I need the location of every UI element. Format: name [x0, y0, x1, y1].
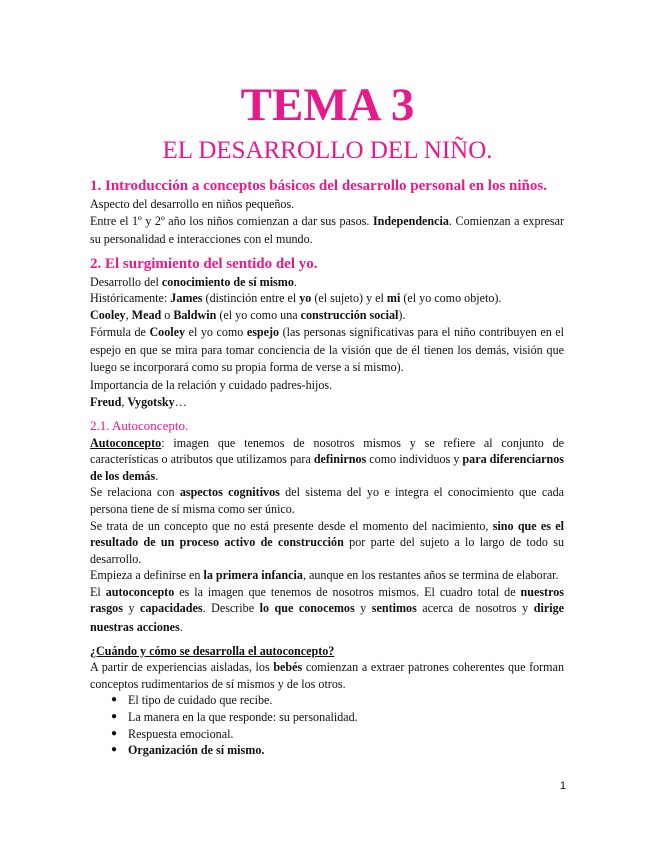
section-1-line-1: Aspecto del desarrollo en niños pequeños. [90, 197, 295, 211]
bullet-icon: ● [111, 711, 118, 723]
section-2-line-5: Importancia de la relación y cuidado padres-hijos. [90, 378, 333, 393]
list-item: ● Respuesta emocional. [111, 726, 234, 741]
section-2-line-1: Desarrollo del conocimiento de sí mismo. [90, 274, 297, 289]
list-item: ● El tipo de cuidado que recibe. [111, 693, 273, 708]
question-heading: ¿Cuándo y cómo se desarrolla el autoconcepto? [90, 643, 335, 658]
question-paragraph: A partir de experiencias aisladas, los bebés comienzan a extraer patrones coherentes que forman conceptos rudimentarios de sí mismos y de los otros. [90, 660, 564, 691]
bullet-icon: ● [111, 744, 118, 756]
document-title: TEMA 3 [240, 79, 415, 131]
autoconcepto-paragraph-5: El autoconcepto es la imagen que tenemos de nosotros mismos. El cuadro total de nuestros rasgos y capacidades. Describe lo que conocemos y sentimos acerca de nosotros y dirige nuestras acciones. [90, 584, 564, 635]
factors-list [90, 692, 564, 758]
section-2-heading: 2. El surgimiento del sentido del yo. [90, 255, 318, 272]
bullet-icon: ● [111, 694, 118, 706]
section-2-line-4: Fórmula de Cooley el yo como espejo (las personas significativas para el niño contribuyen en el espejo en que se mira para tomar conciencia de la visión que de él tienen los demás, visión que luego se incorporará como su propia forma de verse a sí mismo). [90, 324, 565, 374]
autoconcepto-paragraph-2: Se relaciona con aspectos cognitivos del sistema del yo e integra el conocimiento que cada persona tiene de sí misma como ser único. [90, 485, 564, 516]
document-subtitle: EL DESARROLLO DEL NIÑO. [162, 137, 493, 164]
bullet-icon: ● [111, 727, 118, 739]
section-1-heading: 1. Introducción a conceptos básicos del desarrollo personal en los niños. [90, 178, 547, 194]
section-2-line-2: Históricamente: James (distinción entre el yo (el sujeto) y el mi (el yo como objeto). [90, 291, 502, 306]
list-item: ● La manera en la que responde: su personalidad. [111, 710, 358, 725]
section-2-line-3: Cooley, Mead o Baldwin (el yo como una construcción social). [90, 307, 406, 322]
page-number: 1 [559, 780, 566, 792]
section-2-line-6: Freud, Vygotsky… [90, 394, 187, 409]
section-1-line-2: Entre el 1º y 2º año los niños comienzan a dar sus pasos. Independencia. Comienzan a expresar su personalidad e interacciones con el mundo. [90, 213, 564, 247]
autoconcepto-paragraph-4: Empieza a definirse en la primera infancia, aunque en los restantes años se termina de elaborar. [90, 568, 559, 583]
list-item: ● Organización de sí mismo. [111, 743, 265, 758]
autoconcepto-paragraph-3: Se trata de un concepto que no está presente desde el momento del nacimiento, sino que es el resultado de un proceso activo de construcción por parte del sujeto a lo largo de todo su desarrollo. [90, 518, 564, 566]
section-2-1-heading: 2.1. Autoconcepto. [90, 417, 189, 433]
autoconcepto-definition: Autoconcepto: imagen que tenemos de nosotros mismos y se refiere al conjunto de características o atributos que utilizamos para definirnos como individuos y para diferenciarnos de los demás. [90, 435, 565, 483]
document-body [90, 176, 564, 759]
